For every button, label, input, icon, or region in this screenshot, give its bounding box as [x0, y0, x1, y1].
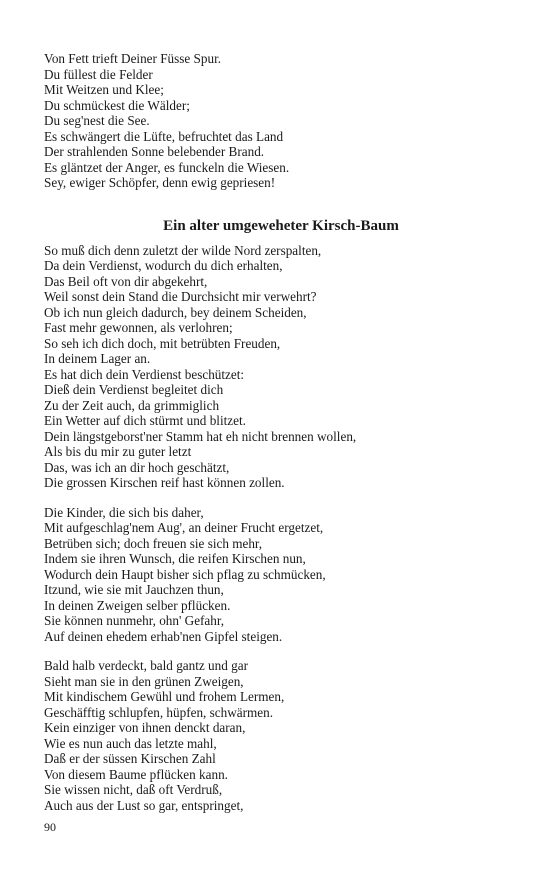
verse-line: Du schmückest die Wälder; — [44, 97, 190, 113]
verse-line: Bald halb verdeckt, bald gantz und gar — [44, 658, 248, 673]
verse-line: So seh ich dich doch, mit betrübten Freuden, — [44, 335, 281, 351]
verse-line: Wie es nun auch das letzte mahl, — [44, 735, 217, 751]
stanza-intro — [44, 51, 514, 191]
stanza-2 — [44, 505, 514, 645]
verse-line: Sie können nunmehr, ohn' Gefahr, — [44, 613, 225, 628]
stanza-1 — [44, 243, 514, 491]
verse-line: Dein längstgeborst'ner Stamm hat eh nicht brennen wollen, — [44, 428, 357, 444]
verse-line: Itzund, wie sie mit Jauchzen thun, — [44, 582, 224, 597]
verse-line: Mit Weitzen und Klee; — [44, 82, 164, 97]
verse-line: Mit kindischem Gewühl und frohem Lermen, — [44, 689, 285, 704]
verse-line: Kein einziger von ihnen denckt daran, — [44, 720, 246, 735]
verse-line: Von Fett trieft Deiner Füsse Spur. — [44, 51, 222, 66]
verse-line: Betrüben sich; doch freuen sie sich mehr, — [44, 535, 263, 551]
stanza-divider — [44, 491, 514, 505]
stanza-3 — [44, 658, 514, 813]
verse-line: Geschäfftig schlupfen, hüpfen, schwärmen. — [44, 704, 273, 720]
verse-line: Als bis du mir zu guter letzt — [44, 444, 192, 459]
verse-line: Auf deinen ehedem erhab'nen Gipfel steigen. — [44, 628, 283, 644]
verse-line: Auch aus der Lust so gar, entspringet, — [44, 797, 244, 813]
verse-line: Sieht man sie in den grünen Zweigen, — [44, 673, 244, 689]
verse-line: Du füllest die Felder — [44, 66, 153, 82]
verse-line: Daß er der süssen Kirschen Zahl — [44, 751, 216, 766]
verse-line: Das, was ich an dir hoch geschätzt, — [44, 459, 230, 475]
verse-line: Sie wissen nicht, daß oft Verdruß, — [44, 782, 223, 797]
verse-line: Wodurch dein Haupt bisher sich pflag zu schmücken, — [44, 566, 326, 582]
page-number: 90 — [44, 820, 56, 834]
verse-line: Die grossen Kirschen reif hast können zollen. — [44, 475, 285, 490]
verse-line: Zu der Zeit auch, da grimmiglich — [44, 397, 220, 413]
verse-line: Ein Wetter auf dich stürmt und blitzet. — [44, 413, 246, 428]
verse-line: In deinen Zweigen selber pflücken. — [44, 597, 231, 613]
verse-line: Weil sonst dein Stand die Durchsicht mir verwehrt? — [44, 289, 317, 304]
verse-line: Der strahlenden Sonne belebender Brand. — [44, 144, 265, 159]
verse-line: Indem sie ihren Wunsch, die reifen Kirschen nun, — [44, 551, 306, 566]
page-content — [44, 51, 514, 813]
verse-line: Ob ich nun gleich dadurch, bey deinem Scheiden, — [44, 304, 307, 320]
verse-line: Dieß dein Verdienst begleitet dich — [44, 382, 224, 397]
verse-line: In deinem Lager an. — [44, 351, 151, 366]
poem-title: Ein alter umgeweheter Kirsch-Baum — [163, 217, 399, 234]
verse-line: So muß dich denn zuletzt der wilde Nord zerspalten, — [44, 242, 322, 258]
verse-line: Du seg'nest die See. — [44, 113, 150, 128]
verse-line: Die Kinder, die sich bis daher, — [44, 504, 204, 520]
verse-line: Mit aufgeschlag'nem Aug', an deiner Frucht ergetzet, — [44, 520, 324, 535]
verse-line: Das Beil oft von dir abgekehrt, — [44, 273, 208, 289]
verse-line: Sey, ewiger Schöpfer, denn ewig gepriesen! — [44, 175, 276, 190]
verse-line: Es schwängert die Lüfte, befruchtet das Land — [44, 128, 284, 144]
verse-line: Da dein Verdienst, wodurch du dich erhalten, — [44, 258, 283, 273]
verse-line: Von diesem Baume pflücken kann. — [44, 766, 228, 782]
verse-line: Es gläntzet der Anger, es funckeln die Wiesen. — [44, 159, 290, 175]
stanza-divider — [44, 644, 514, 658]
verse-line: Es hat dich dein Verdienst beschützet: — [44, 366, 245, 382]
verse-line: Fast mehr gewonnen, als verlohren; — [44, 320, 233, 335]
